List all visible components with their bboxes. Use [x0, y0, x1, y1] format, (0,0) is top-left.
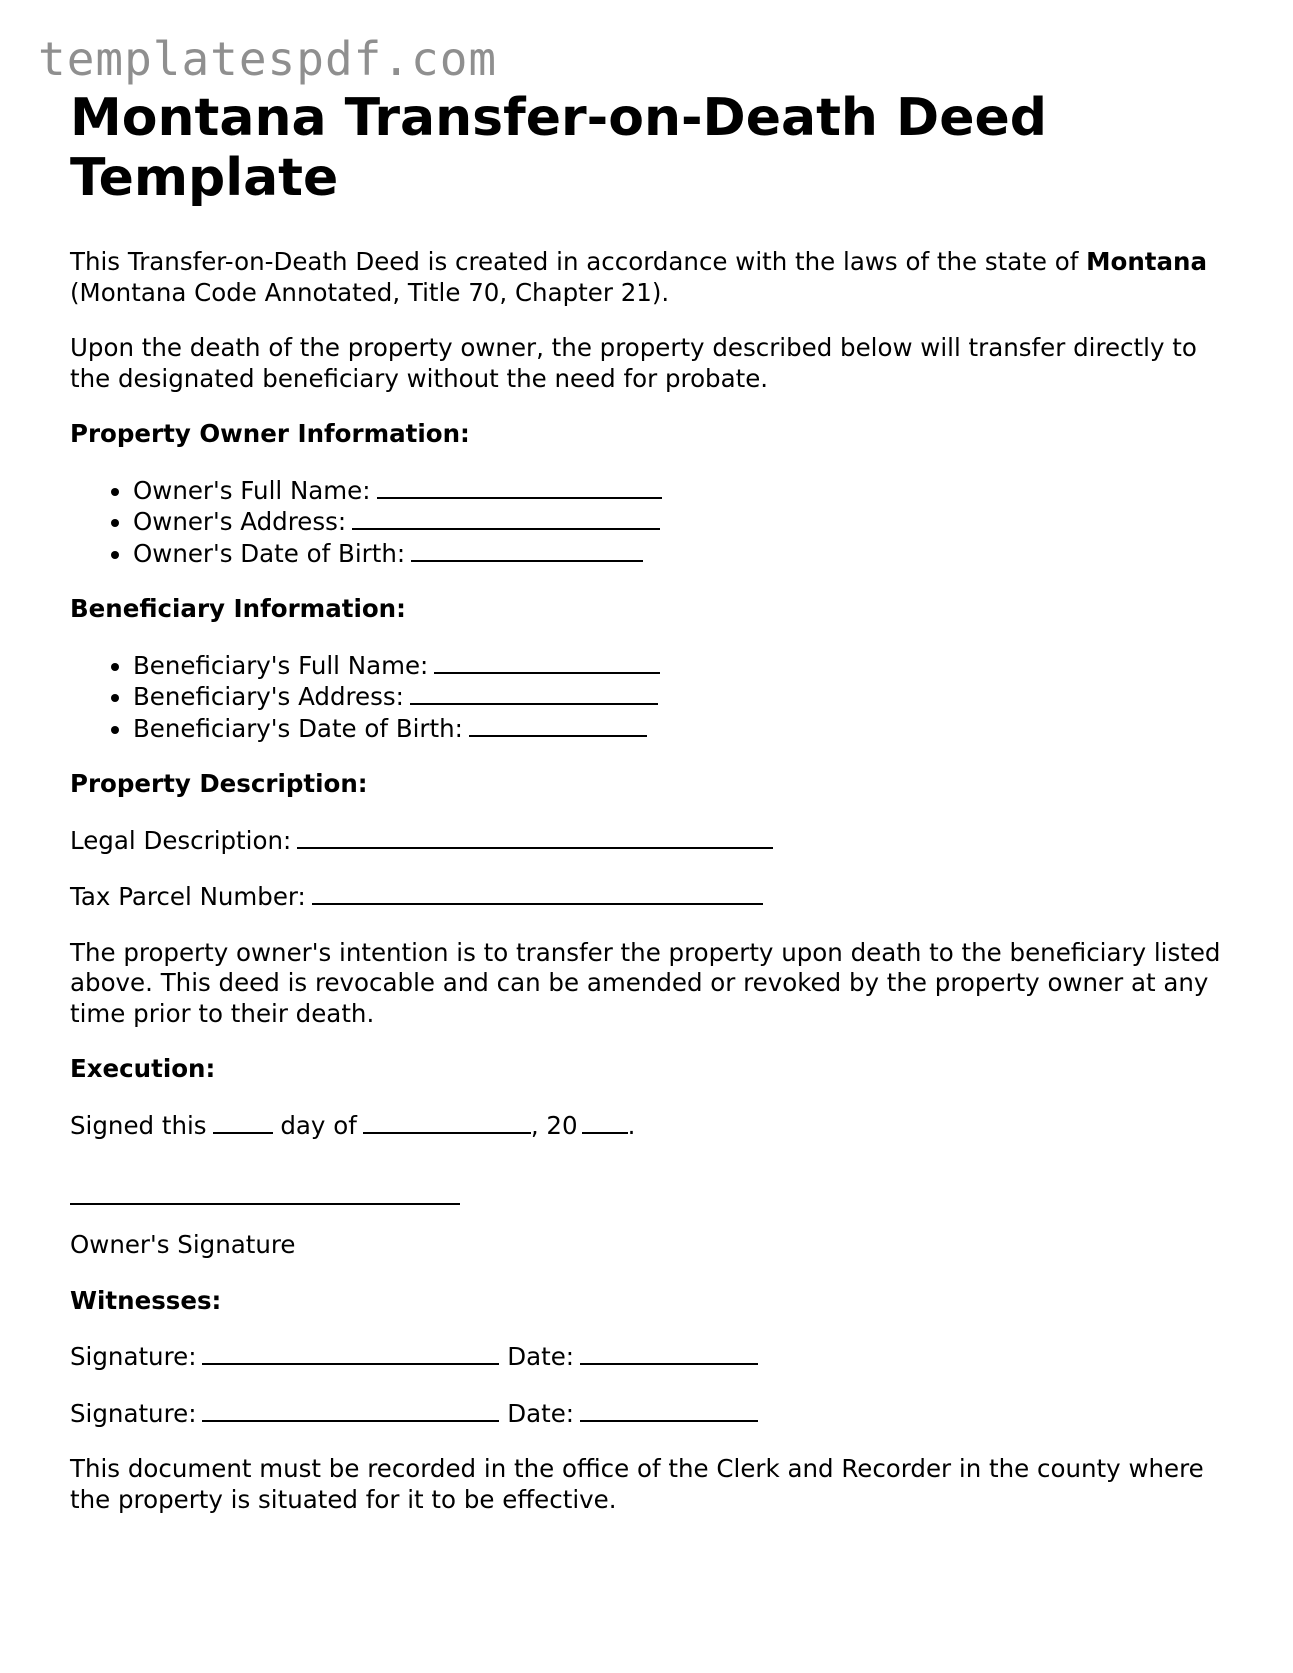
owner-signature-line[interactable] — [70, 1181, 460, 1205]
signed-date-line — [70, 1110, 1230, 1142]
owner-field-item — [133, 475, 1230, 507]
signed-period: . — [627, 1110, 636, 1140]
witness-signature-label: Signature: — [70, 1398, 197, 1428]
beneficiary-dob-blank[interactable] — [469, 713, 647, 737]
day-of-label: day of — [280, 1110, 357, 1140]
owner-signature-block — [70, 1181, 1230, 1205]
witness-signature-label: Signature: — [70, 1342, 197, 1371]
owner-dob-label: Owner's Date of Birth: — [133, 538, 406, 568]
owner-dob-blank[interactable] — [411, 538, 643, 562]
witness-row — [70, 1398, 1230, 1430]
legal-description-line — [70, 825, 1230, 857]
owner-full-name-blank[interactable] — [377, 475, 662, 499]
beneficiary-fields-list — [70, 650, 1230, 745]
signed-month-blank[interactable] — [363, 1110, 531, 1134]
intro-paragraph — [70, 247, 1230, 308]
document-body — [70, 88, 1230, 1515]
beneficiary-section-heading: Beneficiary Information: — [70, 594, 406, 623]
signed-day-blank[interactable] — [213, 1110, 273, 1134]
witness-row — [70, 1341, 1230, 1373]
owner-signature-label: Owner's Signature — [70, 1230, 296, 1259]
owner-full-name-label: Owner's Full Name: — [133, 475, 371, 505]
legal-description-blank[interactable] — [297, 825, 773, 849]
signed-this-label: Signed this — [70, 1110, 207, 1140]
beneficiary-field-item — [133, 650, 1230, 682]
tax-parcel-label: Tax Parcel Number: — [70, 882, 306, 911]
owner-field-item — [133, 538, 1230, 570]
intro-text-after: (Montana Code Annotated, Title 70, Chapter 21). — [70, 277, 670, 307]
beneficiary-field-item — [133, 713, 1230, 745]
beneficiary-address-blank[interactable] — [410, 681, 658, 705]
tax-parcel-line — [70, 881, 1230, 913]
beneficiary-full-name-label: Beneficiary's Full Name: — [133, 650, 429, 680]
beneficiary-dob-label: Beneficiary's Date of Birth: — [133, 713, 463, 743]
owner-section-heading: Property Owner Information: — [70, 419, 470, 448]
year-prefix: , 20 — [530, 1110, 578, 1140]
intention-paragraph: The property owner's intention is to transfer the property upon death to the beneficiary listed above. This deed is revocable and can be amended or revoked by the property owner at any time prior to their death. — [70, 937, 1221, 1028]
tax-parcel-blank[interactable] — [312, 881, 763, 905]
witness-date-label: Date: — [507, 1342, 575, 1371]
beneficiary-field-item — [133, 681, 1230, 713]
witness-date-blank[interactable] — [580, 1341, 758, 1365]
witnesses-section-heading: Witnesses: — [70, 1285, 222, 1315]
owner-address-label: Owner's Address: — [133, 507, 347, 536]
witness-date-blank[interactable] — [580, 1398, 758, 1422]
beneficiary-full-name-blank[interactable] — [434, 650, 660, 674]
watermark-logo: templatespdf.com — [38, 32, 498, 86]
witness-signature-blank[interactable] — [202, 1341, 499, 1365]
owner-address-blank[interactable] — [352, 506, 660, 530]
recording-note: This document must be recorded in the office of the Clerk and Recorder in the county where the property is situated for it to be effective. — [70, 1454, 1204, 1514]
intro-text-before: This Transfer-on-Death Deed is created in accordance with the laws of the state of — [70, 247, 1079, 276]
beneficiary-address-label: Beneficiary's Address: — [133, 682, 404, 711]
legal-description-label: Legal Description: — [70, 825, 292, 855]
signed-year-blank[interactable] — [582, 1110, 628, 1134]
witness-signature-blank[interactable] — [202, 1398, 499, 1422]
owner-fields-list — [70, 475, 1230, 570]
purpose-paragraph: Upon the death of the property owner, the property described below will transfer directly to the designated beneficiary without the need for probate. — [70, 333, 1197, 393]
owner-field-item — [133, 506, 1230, 538]
intro-state: Montana — [1086, 247, 1207, 276]
execution-section-heading: Execution: — [70, 1054, 216, 1083]
property-section-heading: Property Description: — [70, 769, 368, 798]
page-title: Montana Transfer-on-Death Deed Template — [70, 88, 1047, 208]
witness-date-label: Date: — [507, 1398, 575, 1428]
